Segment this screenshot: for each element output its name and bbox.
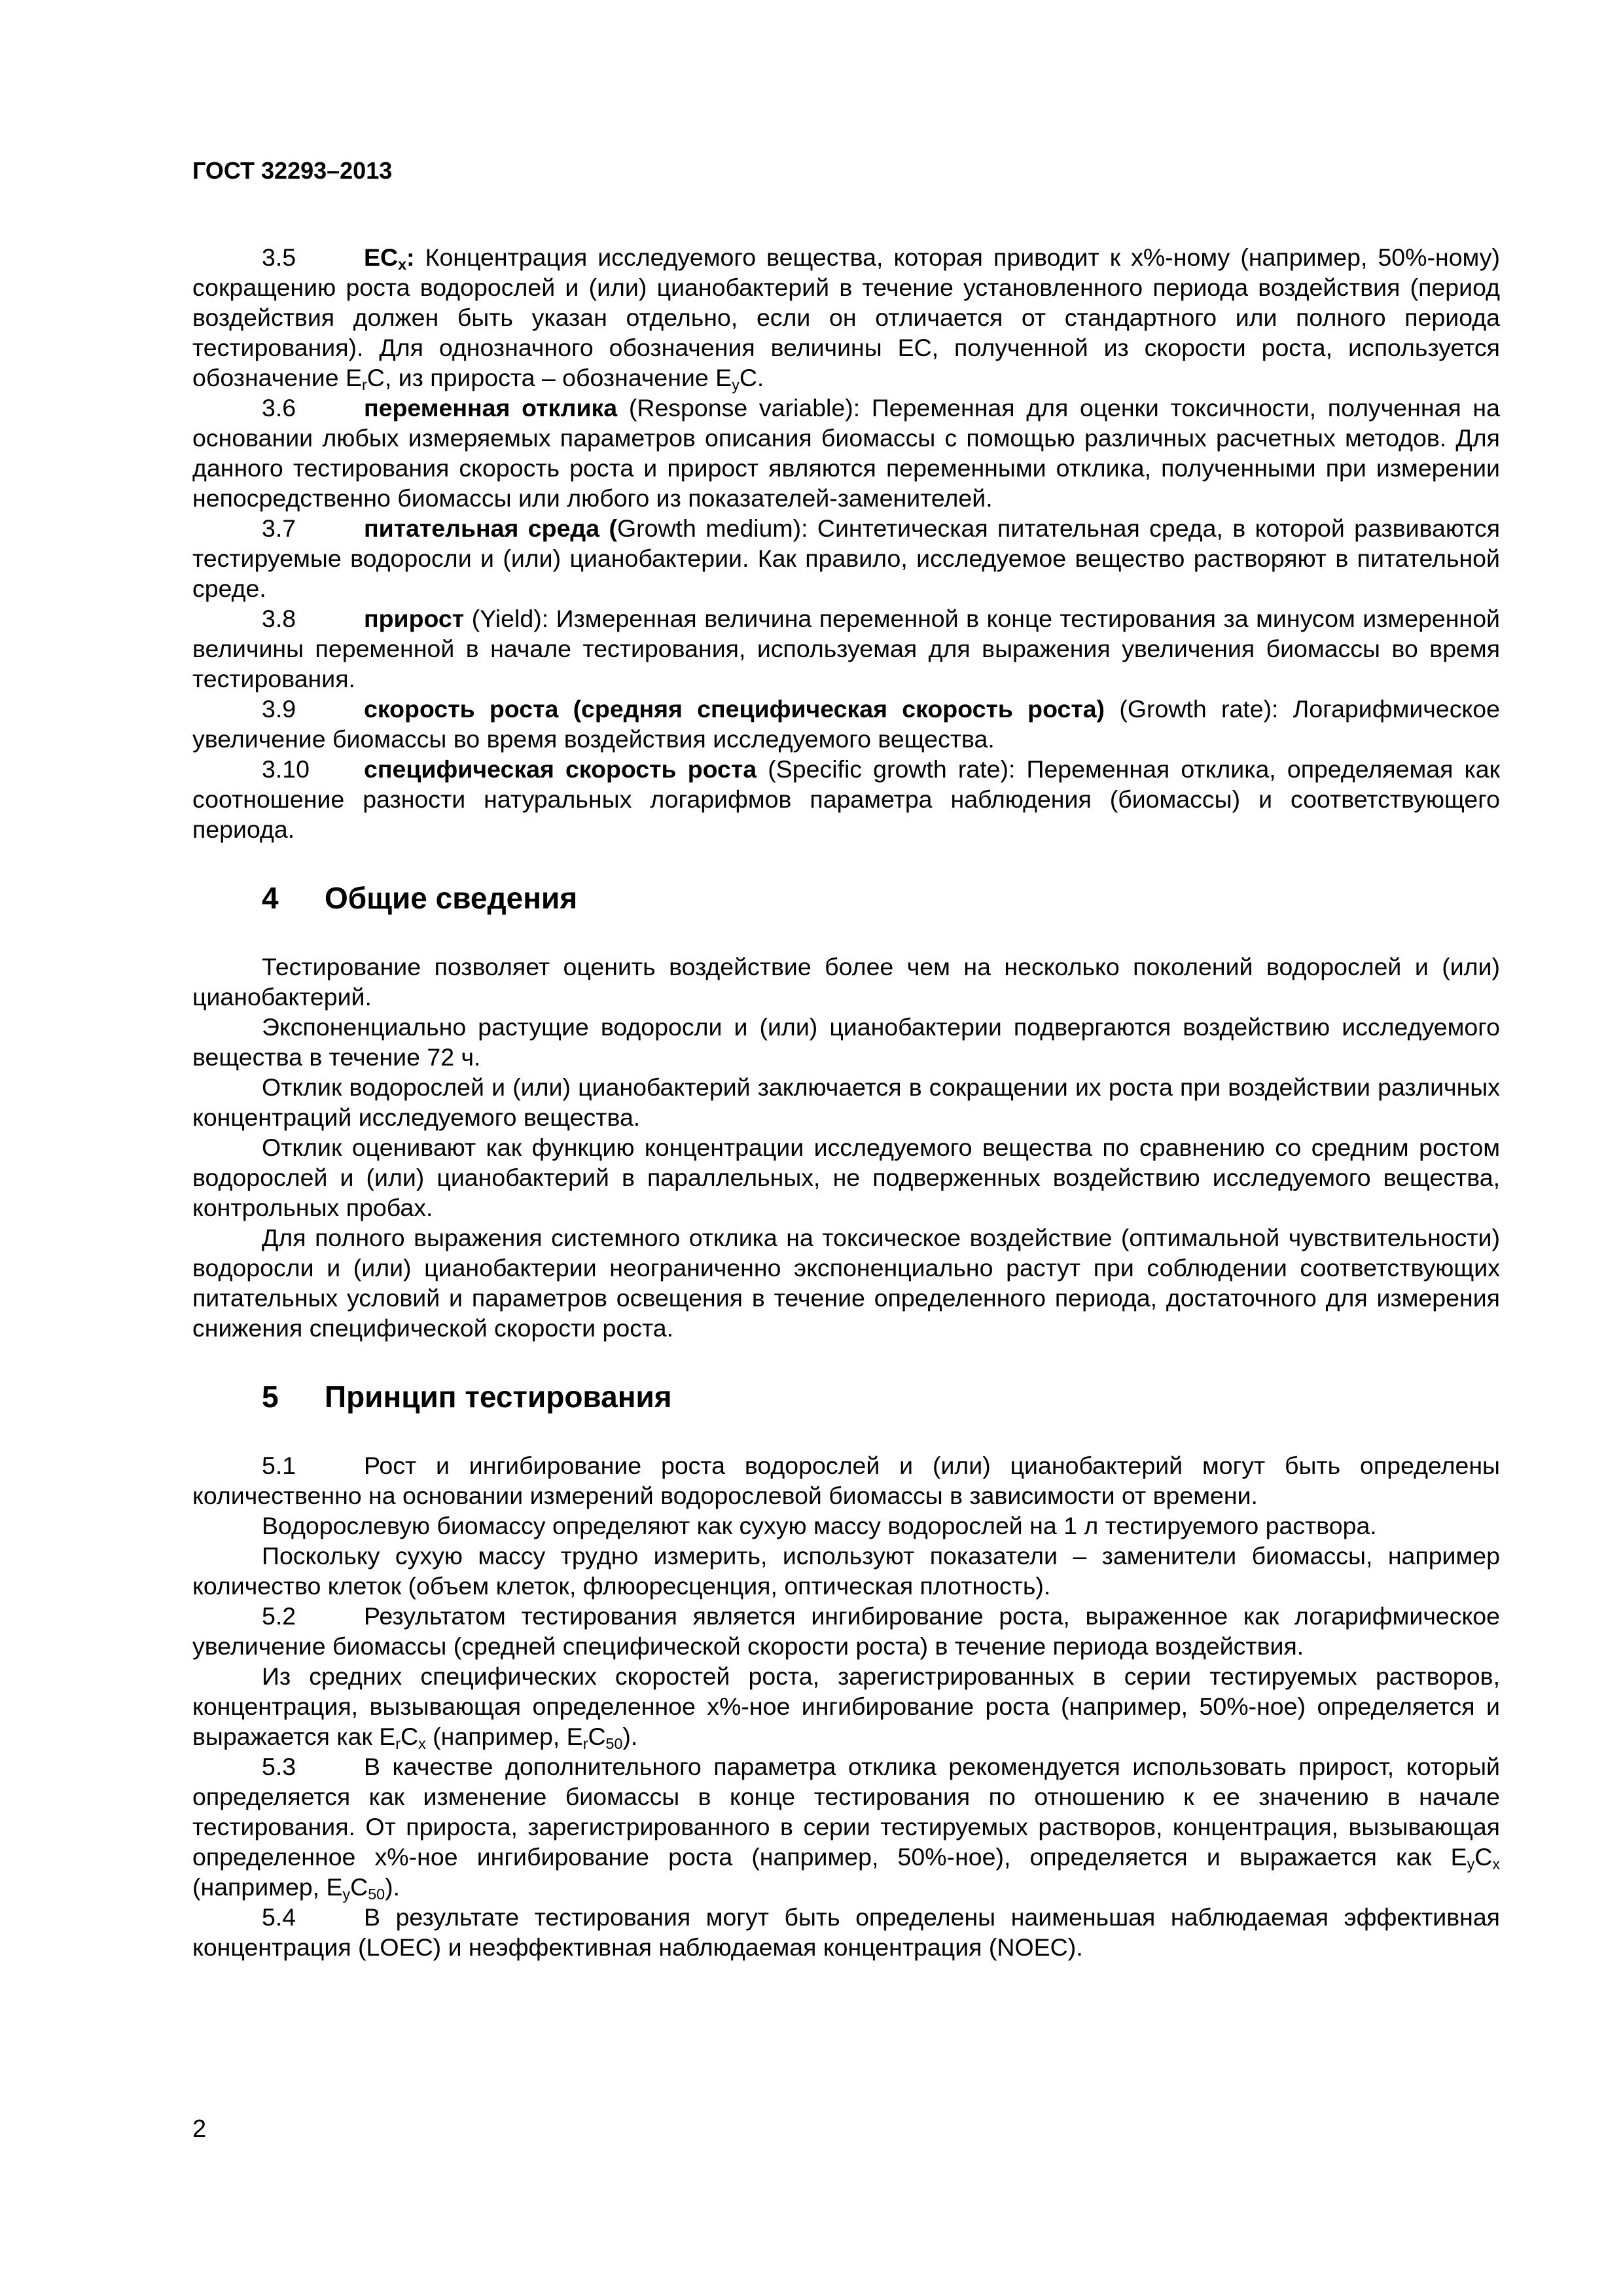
section-4-paragraph: Тестирование позволяет оценить воздействие более чем на несколько поколений водорослей и (или) цианобактерий.: [192, 953, 1500, 1011]
clause-5-3: 5.3 В качестве дополнительного параметра отклика рекомендуется использовать прирост, который определяется как изменение биомассы в конце тестирования по отношению к ее значению в начале тестирования. От прироста, зарегистрированного в серии тестируемых растворов, концентрация, вызывающая определенное x%-ное ингибирование роста (например, 50%-ное), определяется и выражается как $E_yC_x$ (например, $E_yC_{50}$).: [192, 1753, 1500, 1903]
section-5-heading: 5 Принцип тестирования: [262, 1380, 672, 1414]
definition-term: $EC_x$:: [364, 243, 415, 273]
definition-3-8: 3.8 прирост (Yield): Измеренная величина переменной в конце тестирования за минусом измеренной величины переменной в начале тестирования, используемая для выражения увеличения биомассы во время тестирования.: [192, 605, 1500, 692]
section-5-paragraph: Из средних специфических скоростей роста, зарегистрированных в серии тестируемых растворов, концентрация, вызывающая определенное x%-ное ингибирование роста (например, 50%-ное) определяется и выражается как $E_rC_x$ (например, $E_rC_{50}$).: [192, 1662, 1500, 1752]
clause-5-2: 5.2 Результатом тестирования является ингибирование роста, выраженное как логарифмическое увеличение биомассы (средней специфической скорости роста) в течение периода воздействия.: [192, 1602, 1500, 1660]
definition-term: переменная отклика: [364, 394, 618, 422]
definition-3-10: 3.10 специфическая скорость роста (Specific growth rate): Переменная отклика, определяемая как соотношение разности натуральных логарифмов параметра наблюдения (биомассы) и соответствующего периода.: [192, 755, 1500, 843]
definition-term: питательная среда (: [364, 514, 617, 542]
definition-3-5: 3.5 $EC_x$: Концентрация исследуемого вещества, которая приводит к x%-ному (например, 50%-ному) сокращению роста водорослей и (или) цианобактерий в течение установленного периода воздействия (период воздействия должен быть указан отдельно, если он отличается от стандартного или полного периода тестирования). Для однозначного обозначения величины EC, полученной из скорости роста, используется обозначение $E_rC$, из прироста – обозначение $E_yC$.: [192, 243, 1500, 393]
clause-5-1: 5.1 Рост и ингибирование роста водорослей и (или) цианобактерий могут быть определены количественно на основании измерений водорослевой биомассы в зависимости от времени.: [192, 1452, 1500, 1509]
document-header: ГОСТ 32293–2013: [192, 157, 393, 184]
section-4-paragraph: Отклик оценивают как функцию концентрации исследуемого вещества по сравнению со средним ростом водорослей и (или) цианобактерий в параллельных, не подверженных воздействию исследуемого вещества, контрольных пробах.: [192, 1134, 1500, 1221]
section-4-paragraph: Экспоненциально растущие водоросли и (или) цианобактерии подвергаются воздействию исследуемого вещества в течение 72 ч.: [192, 1013, 1500, 1071]
definition-term: прирост: [364, 605, 465, 632]
definition-3-7: 3.7 питательная среда (Growth medium): Синтетическая питательная среда, в которой развиваются тестируемые водоросли и (или) цианобактерии. Как правило, исследуемое вещество растворяют в питательной среде.: [192, 514, 1500, 602]
definition-term: скорость роста (средняя специфическая скорость роста): [364, 695, 1105, 723]
section-5-paragraph: Водорослевую биомассу определяют как сухую массу водорослей на 1 л тестируемого раствора.: [262, 1512, 1377, 1539]
section-5-paragraph: Поскольку сухую массу трудно измерить, используют показатели – заменители биомассы, например количество клеток (объем клеток, флюоресценция, оптическая плотность).: [192, 1542, 1500, 1600]
section-4-paragraph: Для полного выражения системного отклика на токсическое воздействие (оптимальной чувствительности) водоросли и (или) цианобактерии неограниченно экспоненциально растут при соблюдении соответствующих питательных условий и параметров освещения в течение определенного периода, достаточного для измерения снижения специфической скорости роста.: [192, 1224, 1500, 1342]
section-4-heading: 4 Общие сведения: [262, 881, 578, 915]
definition-term: специфическая скорость роста: [364, 755, 757, 783]
clause-5-4: 5.4 В результате тестирования могут быть определены наименьшая наблюдаемая эффективная концентрация (LOEC) и неэффективная наблюдаемая концентрация (NOEC).: [192, 1903, 1500, 1961]
page-number: 2: [192, 2115, 207, 2143]
page-body: [192, 242, 1500, 1962]
definition-3-6: 3.6 переменная отклика (Response variable): Переменная для оценки токсичности, полученная на основании любых измеряемых параметров описания биомассы с помощью различных расчетных методов. Для данного тестирования скорость роста и прирост являются переменными отклика, полученными при измерении непосредственно биомассы или любого из показателей-заменителей.: [192, 394, 1501, 512]
definition-3-9: 3.9 скорость роста (средняя специфическая скорость роста) (Growth rate): Логарифмическое увеличение биомассы во время воздействия исследуемого вещества.: [192, 695, 1500, 753]
section-4-paragraph: Отклик водорослей и (или) цианобактерий заключается в сокращении их роста при воздействии различных концентраций исследуемого вещества.: [192, 1073, 1500, 1131]
